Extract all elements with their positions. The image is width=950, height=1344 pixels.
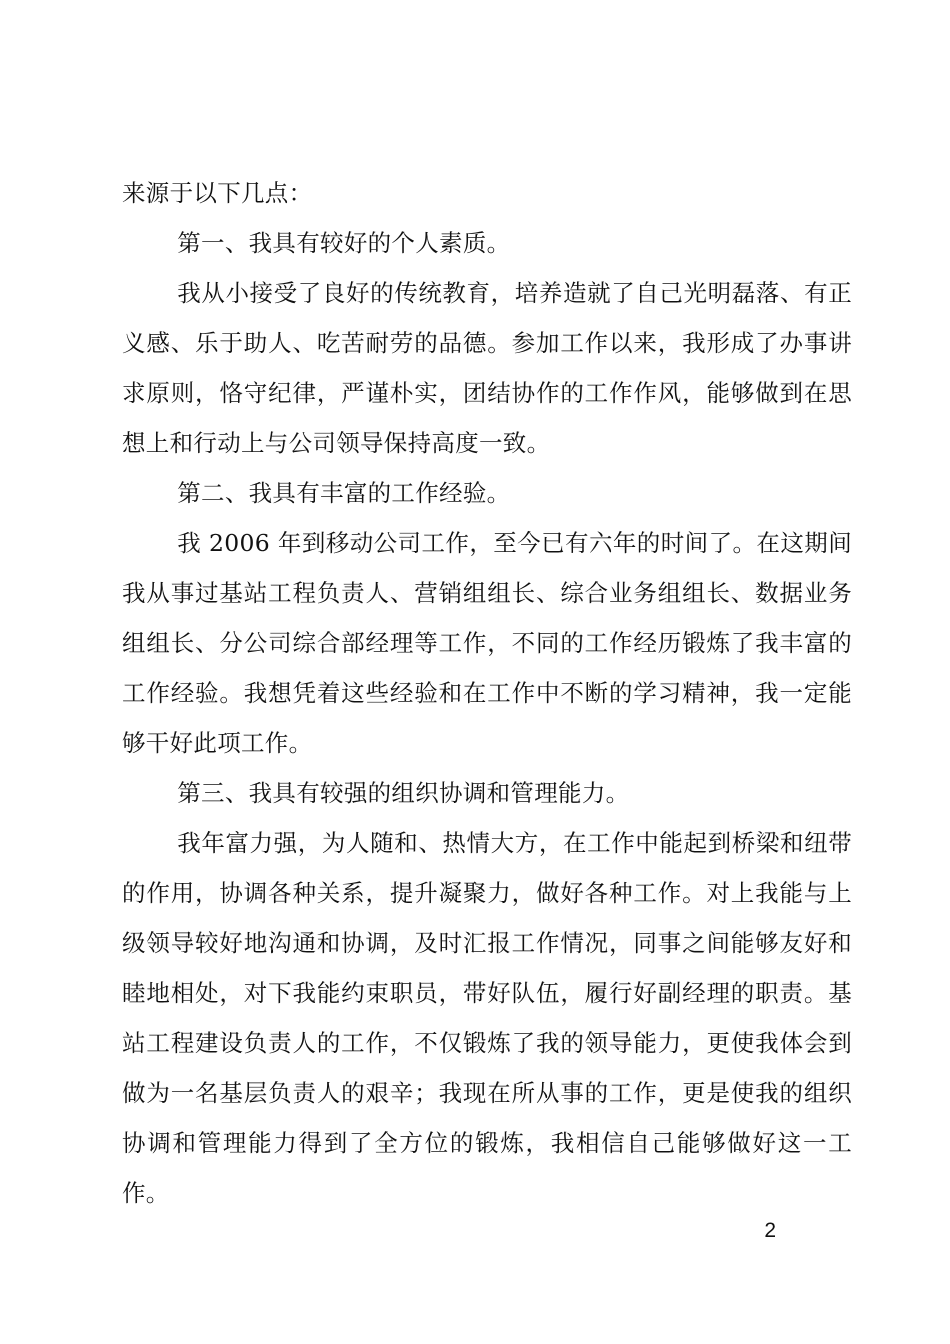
- section-heading-management-ability: 第三、我具有较强的组织协调和管理能力。: [177, 779, 630, 807]
- page-number: 2: [764, 1219, 776, 1242]
- paragraph-work-experience: 我 2006 年到移动公司工作，至今已有六年的时间了。在这期间我从事过基站工程负责人、营销组组长、综合业务组组长、数据业务组组长、分公司综合部经理等工作，不同的工作经历锻炼了我丰富的工作经验。我想凭着这些经验和在工作中不断的学习精神，我一定能够干好此项工作。: [122, 529, 852, 757]
- document-body: [122, 168, 852, 1218]
- paragraph-management-ability: 我年富力强，为人随和、热情大方，在工作中能起到桥梁和纽带的作用，协调各种关系，提升凝聚力，做好各种工作。对上我能与上级领导较好地沟通和协调，及时汇报工作情况，同事之间能够友好和睦地相处，对下我能约束职员，带好队伍，履行好副经理的职责。基站工程建设负责人的工作，不仅锻炼了我的领导能力，更使我体会到做为一名基层负责人的艰辛；我现在所从事的工作，更是使我的组织协调和管理能力得到了全方位的锻炼，我相信自己能够做好这一工作。: [122, 829, 852, 1207]
- paragraph-personal-quality: 我从小接受了良好的传统教育，培养造就了自己光明磊落、有正义感、乐于助人、吃苦耐劳的品德。参加工作以来，我形成了办事讲求原则，恪守纪律，严谨朴实，团结协作的工作作风，能够做到在思想上和行动上与公司领导保持高度一致。: [122, 279, 852, 457]
- section-heading-work-experience: 第二、我具有丰富的工作经验。: [177, 479, 511, 507]
- paragraph-continuation: 来源于以下几点：: [122, 179, 313, 207]
- section-heading-personal-quality: 第一、我具有较好的个人素质。: [177, 229, 511, 257]
